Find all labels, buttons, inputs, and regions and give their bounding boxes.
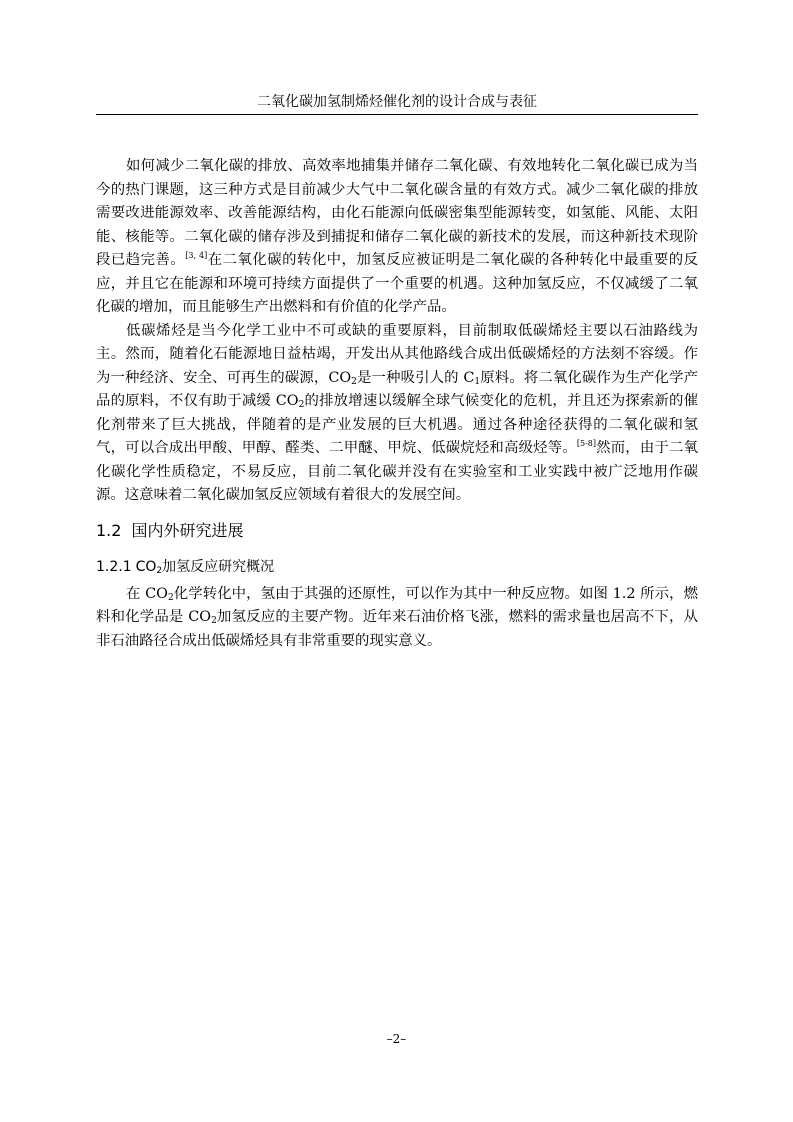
text-span: CO — [135, 558, 157, 575]
text-span: 化学转化中，氢由于其强的还原性，可以作为其中一种反应物。如图 1.2 所示，燃料和化学品是 CO — [96, 585, 698, 625]
citation-3-4: [3, 4] — [185, 251, 208, 260]
subscript: 2 — [156, 565, 163, 576]
text-span: 原料。将二氧化碳作为生产化学产品的原料，不仅有助于减缓 CO — [96, 369, 698, 409]
text-span: 加氢反应的主要产物。近年来石油价格飞涨，燃料的需求量也居高不下，从非石油路径合成出低碳烯烃具有非常重要的现实意义。 — [96, 609, 698, 649]
subscript: 2 — [167, 592, 174, 603]
text-span: 在 CO — [126, 585, 168, 602]
text-span: 如何减少二氧化碳的排放、高效率地捕集并储存二氧化碳、有效地转化二氧化碳已成为当今的热门课题，这三种方式是目前减少大气中二氧化碳含量的有效方式。减少二氧化碳的排放需要改进能源效率、改善能源结构，由化石能源向低碳密集型能源转变，如氢能、风能、太阳能、核能等。二氧化碳的储存涉及到捕捉和储存二氧化碳的新技术的发展，而这种新技术现阶段已趋完善。 — [96, 158, 698, 268]
paragraph-co2-hydrogenation — [96, 583, 698, 654]
page-number: –2– — [386, 1032, 407, 1046]
running-header: 二氧化碳加氢制烯烃催化剂的设计合成与表征 — [257, 94, 537, 110]
subscript: 1 — [474, 376, 481, 387]
text-span: 在二氧化碳的转化中，加氢反应被证明是二氧化碳的各种转化中最重要的反应，并且它在能源和环境可持续方面提供了一个重要的机遇。这种加氢反应，不仅减缓了二氧化碳的增加，而且能够生产出燃料和有价值的化学产品。 — [96, 252, 698, 315]
text-span: 是一种吸引人的 C — [356, 369, 475, 386]
body-text — [96, 155, 698, 653]
section-heading — [96, 519, 698, 543]
text-span: 的排放增速以缓解全球气候变化的危机，并且还为探索新的催化剂带来了巨大挑战，伴随着的是产业发展的巨大机遇。通过各种途径获得的二氧化碳和氢气，可以合成出甲酸、甲醇、醛类、二甲醚、甲烷、低碳烷烃和高级烃等。 — [96, 393, 698, 456]
section-title: 国内外研究进展 — [131, 520, 244, 540]
citation-5-8: [5-8] — [576, 439, 596, 448]
subscript: 2 — [298, 400, 305, 410]
subsection-number: 1.2.1 — [96, 558, 132, 575]
text-span: 然而，由于二氧化碳化学性质稳定，不易反应，目前二氧化碳并没有在实验室和工业实践中被广泛地用作碳源。这意味着二氧化碳加氢反应领域有着很大的发展空间。 — [96, 440, 698, 503]
subscript: 2 — [211, 616, 217, 626]
paragraph-light-olefins — [96, 320, 698, 508]
paragraph-co2-reduction — [96, 155, 698, 320]
header-rule — [96, 114, 698, 115]
text-span: 低碳烯烃是当今化学工业中不可或缺的重要原料，目前制取低碳烯烃主要以石油路线为主。然而，随着化石能源地日益枯竭，开发出从其他路线合成出低碳烯烃的方法刻不容缓。作为一种经济、安全、可再生的碳源，CO — [96, 322, 698, 386]
subsection-title: 加氢反应研究概况 — [162, 558, 275, 575]
subscript: 2 — [351, 376, 357, 387]
section-number: 1.2 — [96, 520, 122, 540]
subsection-heading — [96, 557, 698, 577]
